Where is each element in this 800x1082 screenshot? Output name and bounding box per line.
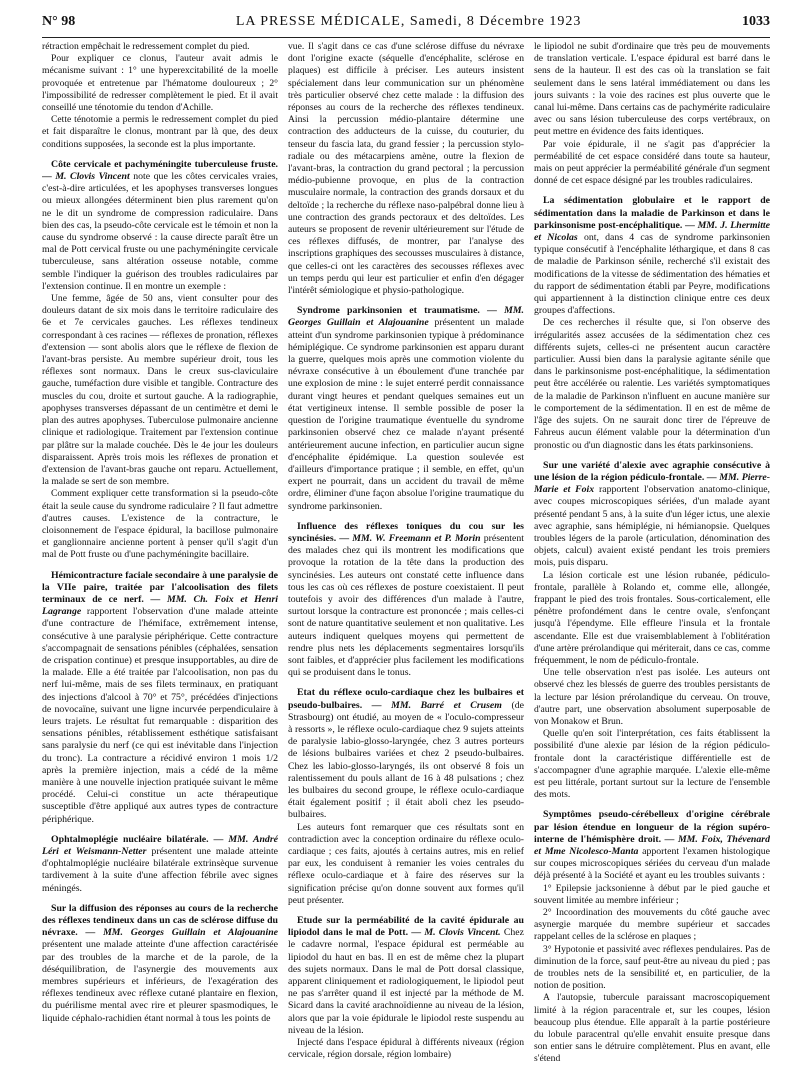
heading-text: Ophtalmoplégie nucléaire bilatérale. — [51, 833, 209, 845]
section-text: rapportent l'observation d'une malade atteinte d'une contracture de l'hémiface, extrêmement intense, consécutive à une paralysie périphérique. Cette contracture s'accompagnait de sensations pénibles (céphalées, sensation de crispation continue) et presque insupportables, au dire de la malade. Elle a été traitée par l'alcoolisation, non pas du nerf lui-même, mais de ses filets terminaux, en pratiquant des injections d'alcool à 70° et 75°, précédées d'injections de novocaïne, suivant une ligne incurvée perpendiculaire à leurs trajets. Le résultat fut remarquable : disparition des sensations pénibles, rétablissement esthétique satisfaisant sans paralysie du nerf (ce qui est inévitable dans l'injection du tronc). La contracture a récidivé environ 1 mois 1/2 après la première injection, mais a cédé de la même manière à une nouvelle injection pratiquée suivant le même procédé. Celui-ci constitue un acte thérapeutique susceptible d'être appliqué aux autres types de contracture périphérique. — [42, 606, 278, 825]
paragraph: Pour expliquer ce clonus, l'auteur avait admis le mécanisme suivant : 1° une hyperexcitabilité de la moelle provoquée et entretenue par l'hématome douloureux ; 2° l'impossibilité de redresser complètement le pied. Et il avait conseillé une ténotomie du tendon d'Achille. — [42, 53, 278, 114]
section-heading — [534, 195, 770, 317]
section-text: note que les côtes cervicales vraies, c'est-à-dire articulées, et les apophyses transverses longues ou mieux allongées déterminent bien plus rarement qu'on ne le dit un syndrome de compression radiculaire. Dans bien des cas, la pseudo-côte cervicale est le témoin et non la cause du syndrome observé : la cause directe paraît être un mal de Pott cervical fruste ou une pachyméningite cervicale tuberculeuse, sans altération osseuse notable, comme semble l'indiquer la guérison des troubles radiculaires par l'extension continue. Il en montre un exemple : — [42, 171, 278, 292]
section-heading — [42, 159, 278, 293]
heading-text: Influence des réflexes toniques du cou sur les syncinésies. — [288, 520, 524, 544]
author-names: — MM. Pierre-Marie et Foix — [534, 471, 770, 496]
column-3 — [534, 41, 770, 1081]
heading-text: Sur la diffusion des réponses au cours de la recherche des réflexes tendineux dans un cas de sclérose diffuse du névraxe. — [42, 902, 278, 939]
section-text: Chez le cadavre normal, l'espace épidural est perméable au lipiodol du haut en bas. Il en est de même chez la plupart des sujets normaux. Dans le mal de Pott dorsal classique, apparent cliniquement et radiologiquement, le lipiodol peut ne pas s'arrêter quand il est injecté par la méthode de M. Sicard dans la cavité arachnoïdienne au niveau de la lésion, alors que par la voie épidurale le lipiodol reste suspendu au niveau de la lésion. — [288, 927, 524, 1036]
author-names: — MM. André Léri et Weismann-Netter — [42, 833, 278, 857]
column-2 — [288, 41, 524, 1081]
author-names: — MM. Barré et Crusem — [371, 699, 502, 711]
list-item: 2° Incoordination des mouvements du côté gauche avec asynergie marquée du membre supérieur et saccades rappelant celles de la sclérose en plaques ; — [534, 907, 770, 943]
paragraph: La lésion corticale est une lésion rubanée, pédiculo-frontale, parallèle à Rolando et, comme elle, allongée, frappant le pied des trois frontales. Sous-corticalement, elle pénètre profondément dans le centre ovale, s'enfonçant jusqu'à l'épendyme. Elle effleure l'insula et la frontale ascendante. Elle est due vraisemblablement à l'oblitération d'une artère prérolandique qui mériterait, dans ce cas, comme fréquemment, le nom de pédiculo-frontale. — [534, 569, 770, 666]
paragraph: Par voie épidurale, il ne s'agit pas d'apprécier la perméabilité de cet espace considéré dans toute sa hauteur, mais on peut apprécier la perméabilité générale d'un segment donné de cet espace désigné par les troubles radiculaires. — [534, 138, 770, 187]
author-names: — MM. Georges Guillain et Alajouanine — [85, 927, 278, 939]
heading-text: Syndrome parkinsonien et traumatisme. — [297, 305, 480, 317]
heading-text: Hémicontracture faciale secondaire à une paralysie de la VIIe paire, traitée par l'alcoolisation des filets terminaux de ce nerf. — [42, 569, 278, 605]
author-names: — MM. Ch. Foix et Henri Lagrange — [42, 593, 278, 618]
paragraph: Quelle qu'en soit l'interprétation, ces faits établissent la possibilité d'une alexie par lésion de la région pédiculo-frontale dont la caractéristique différentielle est de s'accompagner d'une agraphie marquée. L'alexie elle-même est peu littérale, portant surtout sur la lecture de l'ensemble des mots. — [534, 728, 770, 801]
paragraph: rétraction empêchait le redressement complet du pied. — [42, 41, 250, 52]
columns — [42, 41, 770, 1081]
heading-text: Etude sur la perméabilité de la cavité épidurale au lipiodol dans le mal de Pott. — [288, 915, 524, 939]
section-heading — [288, 687, 524, 821]
paragraph: Les auteurs font remarquer que ces résultats sont en contradiction avec la conception ordinaire du réflexe oculo-cardiaque ; ces faits, ajoutés à certains autres, mis en relief par eux, les conduisent à remanier les voies centrales du réflexe oculo-cardiaque et à faire des réserves sur la signification précise qu'on donne souvent aux formes qu'il peut présenter. — [288, 821, 524, 906]
heading-text: Etat du réflexe oculo-cardiaque chez les bulbaires et pseudo-bulbaires. — [288, 687, 524, 711]
issue-number: N° 98 — [42, 14, 76, 29]
heading-text: Symptômes pseudo-cérébelleux d'origine cérébrale par lésion étendue en longueur de la région supéro-interne de l'hémisphère droit. — [534, 809, 770, 845]
author-names: — MM. Foix, Thévenard et Mme Nicolesco-Manta — [534, 833, 770, 857]
page-number: 1033 — [742, 14, 770, 29]
paragraph: Cette ténotomie a permis le redressement complet du pied et fait disparaître le clonus, montrant par là que, des deux conditions supposées, la seconde est la plus importante. — [42, 114, 278, 150]
section-text: présentent des malades chez qui ils montrent les modifications que provoque la rotation de la tête dans la production des syncinésies. Les auteurs ont constaté cette influence dans tous les cas où ces réflexes de posture coexistaient. Il peut toutefois y avoir des différences d'un malade à l'autre, surtout lorsque la contracture est prononcée ; mais celles-ci sont de nature quantitative seulement et non qualitative. Les auteurs indiquent quelques moyens qui permettent de rendre plus nets les déplacements segmentaires lorsqu'ils sont faibles, et d'apprécier plus facilement les modifications qui se produisent dans le tonus. — [288, 532, 524, 679]
section-text: présentent une malade atteinte d'une affection caractérisée par des troubles de la marche et de la parole, de la déséquilibration, de l'asynergie des mouvements aux membres supérieurs et inférieurs, de l'exagération des réflexes tendineux avec réflexe cutané plantaire en flexion, du puérilisme mental avec rire et pleurer spasmodiques, le liquide céphalo-rachidien étant normal à tous les points de — [42, 939, 278, 1024]
heading-text: Côte cervicale et pachyméningite tuberculeuse fruste. — [51, 158, 278, 170]
paragraph: Injecté dans l'espace épidural à différents niveaux (région cervicale, région dorsale, région lombaire) — [288, 1037, 524, 1061]
paragraph: Une femme, âgée de 50 ans, vient consulter pour des douleurs datant de six mois dans le territoire radiculaire des 6e et 7e cervicales gauches. Les réflexes tendineux correspondant à ces racines — réflexes de pronation, réflexes d'extension — sont abolis alors que le réflexe de flexion de l'avant-bras persiste. Au membre supérieur droit, tous les réflexes sont normaux. Dans le creux sus-claviculaire gauche, tuméfaction dure visible et tangible. Contracture des muscles du cou, droite et surtout gauche. A la radiographie, apophyses transverses dépassant de un centimètre et demi le plan des autres apophyses. Tuberculose pulmonaire ancienne clinique et radiologique. Traitement par l'extension continue par plâtre sur la malade couchée. Dès le 4e jour les douleurs disparaissent. Après trois mois les réflexes de pronation et d'extension de l'avant-bras gauche ont reparu. Actuellement, la malade se sert de son membre. — [42, 293, 278, 488]
paragraph: Comment expliquer cette transformation si la pseudo-côte était la seule cause du syndrome radiculaire ? Il faut admettre d'autres causes. L'existence de la contracture, le cloisonnement de l'espace épidural, la bacillose pulmonaire et ganglionnaire ancienne portent à penser qu'il s'agit d'un mal de Pott fruste ou d'une pachyméningite bacillaire. — [42, 488, 278, 561]
author-names: — M. Clovis Vincent — [42, 171, 130, 183]
section-heading — [534, 809, 770, 882]
section-text: présentent un malade atteint d'un syndrome parkinsonien typique à prédominance hémiplégique. Ce syndrome parkinsonien est apparu durant la guerre, quelques mois après une commotion violente du névraxe consécutive à un éboulement d'une tranchée par une explosion de mine : le sujet enterré perdit connaissance durant vingt heures et pendant quelques semaines eut un état vertigineux intense. Il semble possible de poser la question de l'origine traumatique éventuelle du syndrome parkinsonien observé chez ce malade n'ayant présenté antérieurement aucune infection, en particulier aucun signe d'encéphalite épidémique. La question soulevée est d'ailleurs d'importance pratique ; il semble, en effet, qu'un expert ne pourrait, dans un accident du travail de même ordre, éliminer d'une façon absolue l'origine traumatique du syndrome parkinsonien. — [288, 317, 524, 512]
paragraph: vue. Il s'agit dans ce cas d'une sclérose diffuse du névraxe dont l'origine exacte (séquelle d'encéphalite, sclérose en plaques) est difficile à préciser. Les auteurs insistent spécialement dans leur communication sur un phénomène très particulier observé chez cette malade : la diffusion des réponses au cours de la recherche des réflexes tendineux. Ainsi la percussion médio-plantaire détermine une contraction des adducteurs de la cuisse, du couturier, du tenseur du fascia lata, du grand fessier ; la percussion stylo-radiale ou des métacarpiens amène, outre la flexion de l'avant-bras, la contraction du grand pectoral ; la percussion médio-pubienne provoque, en plus de la contraction musculaire normale, la contraction des grands dorsaux et du deltoïde ; la recherche du réflexe naso-palpébral donne lieu à une contraction des grands pectoraux et des deltoïdes. Les auteurs se proposent de revenir ultérieurement sur l'étude de ces réflexes diffusés, de montrer, par l'analyse des inscriptions graphiques des secousses musculaires à distance, que celles-ci ont les caractères des secousses réflexes avec un temps perdu qui leur est particulier et enfin d'en dégager l'intérêt sémiologique et physio-pathologique. — [288, 41, 524, 297]
section-text: ont, dans 4 cas de syndrome parkinsonien typique consécutif à l'encéphalite léthargique, et dans 8 cas de maladie de Parkinson sénile, recherché s'il existait des modifications de la vitesse de sédimentation des hématies et du rapport de sédimentation établi par Peyre, modifications qui appartiennent à la distinction clinique entre ces deux groupes d'affections. — [534, 232, 770, 317]
author-names: — MM. W. Freemann et P. Morin — [339, 532, 481, 544]
section-heading — [288, 521, 524, 680]
section-text: apportent l'examen histologique sur coupes microscopiques sériées du cerveau d'un malade déjà présenté à la Société et ayant eu les troubles suivants : — [534, 846, 770, 882]
author-names: — MM. J. Lhermitte et Nicolas — [534, 219, 770, 244]
journal-title: LA PRESSE MÉDICALE, Samedi, 8 Décembre 1923 — [235, 14, 582, 29]
section-text: rapportent l'observation anatomo-clinique, avec coupes microscopiques sériées, d'un malade ayant présenté pendant 5 ans, à la suite d'un léger ictus, une alexie avec agraphie, sans hémiplégie, ni hémianopsie. Quelques troubles légers de la parole (articulation, dénomination des objets, calcul) avaient existé pendant les trois premiers mois, puis disparu. — [534, 484, 770, 569]
section-text: présentent une malade atteinte d'ophtalmoplégie nucléaire bilatérale extrinsèque survenue tardivement à la suite d'une affection fébrile avec signes méningés. — [42, 846, 278, 894]
page-header — [42, 14, 770, 38]
section-heading — [288, 915, 524, 1037]
author-names: — MM. Georges Guillain et Alajouanine — [288, 305, 524, 329]
author-names: — M. Clovis Vincent. — [411, 927, 501, 939]
list-item: 3° Hypotonie et passivité avec réflexes pendulaires. Pas de diminution de la force, sauf peut-être au niveau du pied ; pas de troubles nets de la sensibilité et, en particulier, de la notion de position. — [534, 943, 770, 992]
paragraph: A l'autopsie, tubercule paraissant macroscopiquement limité à la région paracentrale et, sur les coupes, lésion beaucoup plus étendue. Elle apparaît à la partie postérieure du lobule paracentral qu'elle envahit ensuite presque dans son entier sans le détruire complètement. Plus en avant, elle s'étend — [534, 992, 770, 1065]
section-heading — [42, 570, 278, 826]
paragraph: De ces recherches il résulte que, si l'on observe des irrégularités assez accusées de la sédimentation chez ces différents sujets, celles-ci ne présentent aucun caractère particulier. Aussi bien dans la paralysie agitante sénile que dans le parkinsonisme post-encéphalitique, la sédimentation peut être accélérée ou ralentie. Les variétés symptomatiques de la maladie de Parkinson n'influent en aucune manière sur le comportement de la sédimentation. Il en est de même de l'âge des sujets. On ne saurait donc tirer de l'épreuve de Fahreus aucun élément valable pour la détermination d'un pronostic ou d'un diagnostic dans les états parkinsoniens. — [534, 317, 770, 451]
section-heading — [288, 305, 524, 512]
section-heading — [42, 903, 278, 1025]
heading-text: Sur une variété d'alexie avec agraphie consécutive à une lésion de la région pédiculo-frontale. — [534, 459, 770, 483]
section-heading — [42, 834, 278, 895]
list-item: 1° Epilepsie jacksonienne à début par le pied gauche et souvent limitée au membre inférieur ; — [534, 882, 770, 906]
section-heading — [534, 460, 770, 570]
column-1 — [42, 41, 278, 1081]
paragraph: Une telle observation n'est pas isolée. Les auteurs ont observé chez les blessés de guerre des troubles persistants de la lecture par lésion prérolandique du cerveau. On trouve, d'autre part, une observation absolument superposable de von Monakow et Brun. — [534, 667, 770, 727]
section-text: (de Strasbourg) ont étudié, au moyen de « l'oculo-compresseur à ressorts », le réflexe oculo-cardiaque chez 9 sujets atteints de paralysie labio-glosso-laryngée, chez 3 autres porteurs de lésions bulbaires variées et chez 2 pseudo-bulbaires. Chez les labio-glosso-laryngés, ils ont observé 8 fois un ralentissement du pouls allant de 16 à 48 pulsations ; chez les bulbaires du second groupe, le réflexe oculo-cardiaque était également positif ; il était aboli chez les pseudo-bulbaires. — [288, 699, 524, 821]
paragraph: le lipiodol ne subit d'ordinaire que très peu de mouvements de translation verticale. L'espace épidural est barré dans le sens de la hauteur. Il est des cas où la translation se fait seulement dans le sens latéral immédiatement ou dans les jours suivants : la voie des racines est plus ouverte que le canal lui-même. Dans certains cas de pachymérite radiculaire avec ou sans lésion tuberculeuse des corps vertébraux, on peut mettre en évidence des faits identiques. — [534, 41, 770, 138]
heading-text: La sédimentation globulaire et le rapport de sédimentation dans la maladie de Parkinson et dans le parkinsonisme post-encéphalitique. — [534, 195, 770, 231]
